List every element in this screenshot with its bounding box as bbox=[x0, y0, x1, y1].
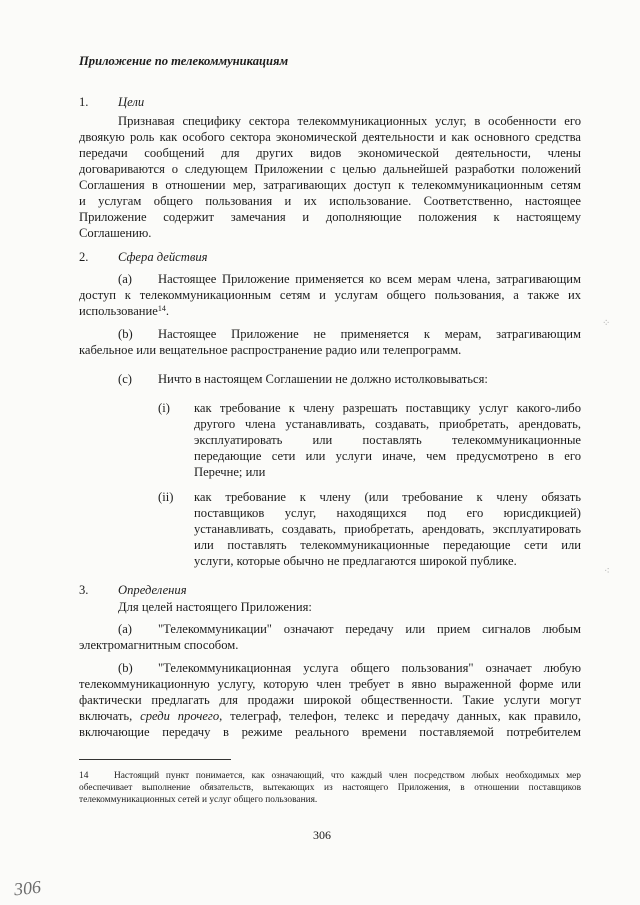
section-1-line: Признавая специфику сектора телекоммуникационных услуг, в особенности его bbox=[118, 114, 581, 128]
section-3-intro: Для целей настоящего Приложения: bbox=[118, 600, 312, 614]
item-2a-marker: (a) bbox=[118, 272, 132, 286]
item-2b-marker: (b) bbox=[118, 327, 133, 341]
item-2b-line: Настоящее Приложение не применяется к мерам, затрагивающим bbox=[158, 327, 581, 341]
item-2c-marker: (c) bbox=[118, 372, 132, 386]
item-2c-i-line: как требование к члену разрешать поставщику услуг какого-либо bbox=[194, 401, 581, 415]
item-2c-i-line: эксплуатировать или поставлять телекоммуникационные bbox=[194, 433, 581, 447]
footnote-separator bbox=[79, 759, 231, 760]
item-2c-ii-marker: (ii) bbox=[158, 490, 174, 504]
section-1-line: и услугам общего пользования и их использование. Соответственно, настоящее bbox=[79, 194, 581, 208]
section-2-heading: Сфера действия bbox=[118, 250, 208, 264]
item-3b-line: телекоммуникационную услугу, которую член требует в явно выраженной форме или bbox=[79, 677, 581, 691]
item-3b-line: "Телекоммуникационная услуга общего пользования" означает любую bbox=[158, 661, 581, 675]
item-2a-line: доступ к телекоммуникационным сетям и услугам общего пользования, а также их bbox=[79, 288, 581, 302]
item-2c-ii-line: поставщиков услуг, находящихся под его юрисдикцией) bbox=[194, 506, 581, 520]
item-2c-i-marker: (i) bbox=[158, 401, 170, 415]
item-3b-line: включать, среди прочего, телеграф, телефон, телекс и передачу данных, как правило, bbox=[79, 709, 582, 723]
item-2c-i-line: передающие сети или услуги иначе, чем предусмотрено в его bbox=[194, 449, 581, 463]
item-2c-i-line: Перечне; или bbox=[194, 465, 266, 479]
section-1-line: Приложение содержит замечания и дополняющие положения к настоящему bbox=[79, 210, 581, 224]
item-2c-ii-line: как требование к члену (или требование к члену обязать bbox=[194, 490, 581, 504]
section-2-number: 2. bbox=[79, 250, 89, 264]
footnote-line: обеспечивает выполнение обязательств, вытекающих из настоящего Приложения, в отношении поставщиков bbox=[79, 783, 581, 793]
footnote-line: телекоммуникационных сетей и услуг общего пользования. bbox=[79, 795, 318, 805]
item-2c-ii-line: устанавливать, создавать, приобретать, арендовать, эксплуатировать bbox=[194, 522, 581, 536]
handwritten-page-number: 306 bbox=[12, 876, 42, 900]
item-2c-ii-line: или поставлять телекоммуникационные передающие сети или bbox=[194, 538, 581, 552]
section-1-line: договариваются о следующем Приложении с целью дальнейшей разработки положений bbox=[79, 162, 581, 176]
footnote-marker: 14 bbox=[79, 771, 89, 781]
item-2a-last-line: использование$^{14}$. bbox=[79, 304, 170, 318]
item-2b-line: кабельное или вещательное распространение радио или телепрограмм. bbox=[79, 343, 462, 357]
page-title: Приложение по телекоммуникациям bbox=[79, 54, 289, 68]
item-2c-i-line: другого члена устанавливать, создавать, приобретать, арендовать, bbox=[194, 417, 581, 431]
footnote-ref: 14 bbox=[157, 304, 166, 313]
item-3b-line: фактически предлагать для продажи широкой общественности. Такие услуги могут bbox=[79, 693, 581, 707]
scan-speck: ⁖ bbox=[604, 566, 610, 577]
section-1-number: 1. bbox=[79, 95, 89, 109]
section-3-heading: Определения bbox=[118, 583, 187, 597]
item-2c-text: Ничто в настоящем Соглашении не должно истолковываться: bbox=[158, 372, 488, 386]
section-1-heading: Цели bbox=[118, 95, 145, 109]
section-1-line: Соглашению. bbox=[79, 226, 152, 240]
item-2c-ii-line: услуги, которые обычно не предлагаются широкой публике. bbox=[194, 554, 517, 568]
item-3a-line: электромагнитным способом. bbox=[79, 638, 239, 652]
section-3-number: 3. bbox=[79, 583, 89, 597]
page-number: 306 bbox=[313, 828, 331, 842]
item-3a-line: "Телекоммуникации" означают передачу или прием сигналов любым bbox=[158, 622, 581, 636]
scan-speck: ⁘ bbox=[602, 318, 611, 329]
section-1-line: передачи сообщений для других видов экономической деятельности, члены bbox=[79, 146, 581, 160]
item-3b-line: включающие передачу в режиме реального времени поставляемой потребителем bbox=[79, 725, 581, 739]
footnote-line: Настоящий пункт понимается, как означающий, что каждый член посредством любых необходимых мер bbox=[114, 771, 581, 781]
section-1-line: двоякую роль как особого сектора экономической деятельности и как основного средства bbox=[79, 130, 581, 144]
item-3b-marker: (b) bbox=[118, 661, 133, 675]
section-1-line: Соглашения в отношении мер, затрагивающих доступ к телекоммуникационным сетям bbox=[79, 178, 581, 192]
item-3a-marker: (a) bbox=[118, 622, 132, 636]
item-2a-line: Настоящее Приложение применяется ко всем мерам члена, затрагивающим bbox=[158, 272, 581, 286]
